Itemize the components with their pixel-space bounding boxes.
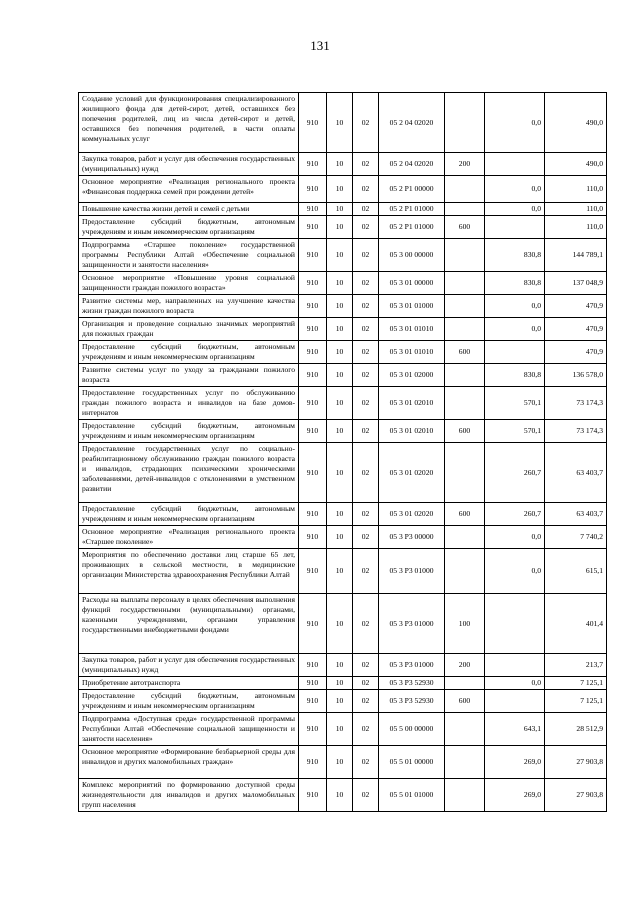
row-subsection: 02 <box>353 503 379 526</box>
row-section: 10 <box>327 176 353 203</box>
row-subsection: 02 <box>353 746 379 779</box>
row-expense-type <box>445 176 485 203</box>
row-expense-type <box>445 549 485 594</box>
row-amount-3: 110,0 <box>545 216 607 239</box>
row-amount-2: 260,7 <box>485 503 545 526</box>
row-subsection: 02 <box>353 216 379 239</box>
row-amount-2 <box>485 341 545 364</box>
table-row <box>79 526 607 549</box>
row-target-article: 05 3 01 02020 <box>379 443 445 503</box>
table-row <box>79 153 607 176</box>
row-amount-2: 0,0 <box>485 549 545 594</box>
row-amount-3: 470,9 <box>545 318 607 341</box>
row-description: Предоставление государственных услуг по социально-реабилитационному обслуживанию граждан пожилого возраста и инвалидов, страдающих психическими хроническими заболеваниями, детей-инвалидов с отклонениями в умственном развитии <box>79 443 299 503</box>
row-expense-type <box>445 318 485 341</box>
row-subsection: 02 <box>353 272 379 295</box>
row-description: Предоставление субсидий бюджетным, автономным учреждениям и иным некоммерческим организациям <box>79 341 299 364</box>
row-amount-3: 137 048,9 <box>545 272 607 295</box>
row-target-article: 05 5 01 00000 <box>379 746 445 779</box>
row-target-article: 05 3 P3 01000 <box>379 594 445 654</box>
row-section: 10 <box>327 779 353 812</box>
row-amount-3: 7 125,1 <box>545 677 607 690</box>
row-target-article: 05 3 01 01000 <box>379 295 445 318</box>
row-amount-3: 110,0 <box>545 176 607 203</box>
row-subsection: 02 <box>353 239 379 272</box>
row-expense-type: 100 <box>445 594 485 654</box>
row-description: Закупка товаров, работ и услуг для обеспечения государственных (муниципальных) нужд <box>79 153 299 176</box>
row-subsection: 02 <box>353 690 379 713</box>
row-admin-code: 910 <box>299 713 327 746</box>
row-section: 10 <box>327 93 353 153</box>
row-section: 10 <box>327 364 353 387</box>
row-description: Комплекс мероприятий по формированию доступной среды жизнедеятельности для инвалидов и других маломобильных групп населения <box>79 779 299 812</box>
row-expense-type: 600 <box>445 341 485 364</box>
table-row <box>79 779 607 812</box>
row-amount-3: 401,4 <box>545 594 607 654</box>
row-subsection: 02 <box>353 295 379 318</box>
row-subsection: 02 <box>353 176 379 203</box>
row-section: 10 <box>327 443 353 503</box>
row-expense-type <box>445 203 485 216</box>
row-subsection: 02 <box>353 654 379 677</box>
row-amount-2 <box>485 153 545 176</box>
row-description: Развитие системы услуг по уходу за гражданами пожилого возраста <box>79 364 299 387</box>
row-admin-code: 910 <box>299 93 327 153</box>
row-target-article: 05 2 P1 00000 <box>379 176 445 203</box>
table-row <box>79 318 607 341</box>
row-section: 10 <box>327 594 353 654</box>
row-description: Подпрограмма «Доступная среда» государственной программы Республики Алтай «Обеспечение социальной защищенности и занятости населения» <box>79 713 299 746</box>
row-expense-type: 600 <box>445 690 485 713</box>
row-amount-3: 490,0 <box>545 153 607 176</box>
row-admin-code: 910 <box>299 295 327 318</box>
row-section: 10 <box>327 713 353 746</box>
row-admin-code: 910 <box>299 654 327 677</box>
row-expense-type: 600 <box>445 216 485 239</box>
row-admin-code: 910 <box>299 526 327 549</box>
row-description: Предоставление субсидий бюджетным, автономным учреждениям и иным некоммерческим организациям <box>79 503 299 526</box>
row-expense-type <box>445 746 485 779</box>
row-expense-type <box>445 779 485 812</box>
row-admin-code: 910 <box>299 594 327 654</box>
row-amount-2: 570,1 <box>485 387 545 420</box>
row-amount-3: 63 403,7 <box>545 443 607 503</box>
row-expense-type <box>445 713 485 746</box>
row-description: Повышение качества жизни детей и семей с детьми <box>79 203 299 216</box>
row-description: Мероприятия по обеспечению доставки лиц старше 65 лет, проживающих в сельской местности, в медицинские организации Министерства здравоохранения Республики Алтай <box>79 549 299 594</box>
row-target-article: 05 3 P3 01000 <box>379 549 445 594</box>
row-description: Расходы на выплаты персоналу в целях обеспечения выполнения функций государственными (муниципальными) органами, казенными учреждениями, органами управления государственными внебюджетными фондами <box>79 594 299 654</box>
row-target-article: 05 3 01 01010 <box>379 318 445 341</box>
row-subsection: 02 <box>353 387 379 420</box>
row-description: Создание условий для функционирования специализированного жилищного фонда для детей-сирот, детей, оставшихся без попечения родителей, лиц из числа детей-сирот и детей, оставшихся без попечения родителей, в части оплаты коммунальных услуг <box>79 93 299 153</box>
row-amount-2: 0,0 <box>485 295 545 318</box>
row-amount-2: 830,8 <box>485 272 545 295</box>
row-section: 10 <box>327 341 353 364</box>
table-row <box>79 654 607 677</box>
row-subsection: 02 <box>353 153 379 176</box>
row-admin-code: 910 <box>299 318 327 341</box>
row-admin-code: 910 <box>299 420 327 443</box>
table-row <box>79 176 607 203</box>
row-target-article: 05 3 01 00000 <box>379 272 445 295</box>
row-subsection: 02 <box>353 93 379 153</box>
row-amount-2 <box>485 654 545 677</box>
row-subsection: 02 <box>353 594 379 654</box>
row-expense-type: 200 <box>445 153 485 176</box>
table-row <box>79 420 607 443</box>
row-target-article: 05 3 P3 52930 <box>379 677 445 690</box>
row-section: 10 <box>327 677 353 690</box>
row-amount-3: 63 403,7 <box>545 503 607 526</box>
row-expense-type <box>445 93 485 153</box>
row-amount-2: 269,0 <box>485 746 545 779</box>
row-admin-code: 910 <box>299 364 327 387</box>
row-expense-type <box>445 387 485 420</box>
table-row <box>79 746 607 779</box>
row-target-article: 05 2 P1 01000 <box>379 203 445 216</box>
row-amount-2: 269,0 <box>485 779 545 812</box>
row-amount-3: 73 174,3 <box>545 387 607 420</box>
row-section: 10 <box>327 420 353 443</box>
row-target-article: 05 3 P3 01000 <box>379 654 445 677</box>
row-amount-2 <box>485 690 545 713</box>
row-description: Предоставление государственных услуг по обслуживанию граждан пожилого возраста и инвалидов на базе домов-интернатов <box>79 387 299 420</box>
row-subsection: 02 <box>353 526 379 549</box>
row-description: Основное мероприятие «Реализация регионального проекта «Финансовая поддержка семей при рождении детей» <box>79 176 299 203</box>
row-subsection: 02 <box>353 549 379 594</box>
row-amount-2: 0,0 <box>485 677 545 690</box>
row-subsection: 02 <box>353 677 379 690</box>
table-row <box>79 549 607 594</box>
table-row <box>79 239 607 272</box>
row-expense-type: 600 <box>445 503 485 526</box>
table-row <box>79 690 607 713</box>
row-expense-type <box>445 526 485 549</box>
row-section: 10 <box>327 690 353 713</box>
table-row <box>79 594 607 654</box>
row-admin-code: 910 <box>299 203 327 216</box>
row-expense-type <box>445 295 485 318</box>
row-section: 10 <box>327 387 353 420</box>
row-description: Предоставление субсидий бюджетным, автономным учреждениям и иным некоммерческим организациям <box>79 690 299 713</box>
row-subsection: 02 <box>353 203 379 216</box>
row-amount-3: 27 903,8 <box>545 779 607 812</box>
row-description: Приобретение автотранспорта <box>79 677 299 690</box>
row-admin-code: 910 <box>299 387 327 420</box>
row-amount-3: 470,9 <box>545 295 607 318</box>
row-amount-2: 0,0 <box>485 176 545 203</box>
row-amount-2: 643,1 <box>485 713 545 746</box>
row-section: 10 <box>327 203 353 216</box>
row-subsection: 02 <box>353 443 379 503</box>
row-target-article: 05 2 04 02020 <box>379 153 445 176</box>
table-row <box>79 443 607 503</box>
row-target-article: 05 3 01 02020 <box>379 503 445 526</box>
row-subsection: 02 <box>353 341 379 364</box>
row-target-article: 05 2 04 02020 <box>379 93 445 153</box>
row-target-article: 05 3 P3 00000 <box>379 526 445 549</box>
table-row <box>79 364 607 387</box>
row-admin-code: 910 <box>299 176 327 203</box>
row-expense-type <box>445 272 485 295</box>
row-amount-2: 0,0 <box>485 93 545 153</box>
row-admin-code: 910 <box>299 443 327 503</box>
row-target-article: 05 3 01 02010 <box>379 387 445 420</box>
row-target-article: 05 2 P1 01000 <box>379 216 445 239</box>
row-section: 10 <box>327 503 353 526</box>
table-row <box>79 93 607 153</box>
row-description: Предоставление субсидий бюджетным, автономным учреждениям и иным некоммерческим организациям <box>79 216 299 239</box>
row-amount-3: 615,1 <box>545 549 607 594</box>
row-amount-2 <box>485 594 545 654</box>
row-admin-code: 910 <box>299 746 327 779</box>
table-row <box>79 341 607 364</box>
row-section: 10 <box>327 239 353 272</box>
row-admin-code: 910 <box>299 239 327 272</box>
row-target-article: 05 5 01 01000 <box>379 779 445 812</box>
row-subsection: 02 <box>353 318 379 341</box>
row-amount-2: 0,0 <box>485 526 545 549</box>
row-target-article: 05 3 P3 52930 <box>379 690 445 713</box>
row-section: 10 <box>327 654 353 677</box>
row-description: Организация и проведение социально значимых мероприятий для пожилых граждан <box>79 318 299 341</box>
page-number: 131 <box>310 38 330 53</box>
row-description: Основное мероприятие «Формирование безбарьерной среды для инвалидов и других маломобильных граждан» <box>79 746 299 779</box>
row-description: Подпрограмма «Старшее поколение» государственной программы Республики Алтай «Обеспечение социальной защищенности и занятости населения» <box>79 239 299 272</box>
row-target-article: 05 3 00 00000 <box>379 239 445 272</box>
row-section: 10 <box>327 526 353 549</box>
row-amount-2: 830,8 <box>485 364 545 387</box>
table-row <box>79 295 607 318</box>
row-amount-2: 0,0 <box>485 318 545 341</box>
row-section: 10 <box>327 318 353 341</box>
row-admin-code: 910 <box>299 690 327 713</box>
row-subsection: 02 <box>353 779 379 812</box>
row-admin-code: 910 <box>299 779 327 812</box>
row-admin-code: 910 <box>299 272 327 295</box>
table-row <box>79 677 607 690</box>
row-subsection: 02 <box>353 713 379 746</box>
row-amount-3: 73 174,3 <box>545 420 607 443</box>
row-target-article: 05 3 01 02000 <box>379 364 445 387</box>
row-admin-code: 910 <box>299 549 327 594</box>
row-amount-2: 0,0 <box>485 203 545 216</box>
row-section: 10 <box>327 272 353 295</box>
row-amount-3: 7 125,1 <box>545 690 607 713</box>
row-description: Предоставление субсидий бюджетным, автономным учреждениям и иным некоммерческим организациям <box>79 420 299 443</box>
row-admin-code: 910 <box>299 216 327 239</box>
row-amount-3: 136 578,0 <box>545 364 607 387</box>
row-amount-2: 260,7 <box>485 443 545 503</box>
row-amount-2 <box>485 216 545 239</box>
table-row <box>79 503 607 526</box>
row-expense-type <box>445 239 485 272</box>
row-amount-3: 7 740,2 <box>545 526 607 549</box>
row-subsection: 02 <box>353 364 379 387</box>
row-section: 10 <box>327 746 353 779</box>
row-expense-type: 200 <box>445 654 485 677</box>
row-admin-code: 910 <box>299 153 327 176</box>
row-amount-3: 28 512,9 <box>545 713 607 746</box>
row-section: 10 <box>327 153 353 176</box>
row-expense-type <box>445 677 485 690</box>
row-amount-3: 144 789,1 <box>545 239 607 272</box>
row-expense-type <box>445 443 485 503</box>
row-amount-2: 830,8 <box>485 239 545 272</box>
row-description: Основное мероприятие «Реализация регионального проекта «Старшее поколение» <box>79 526 299 549</box>
row-target-article: 05 3 01 01010 <box>379 341 445 364</box>
table-row <box>79 387 607 420</box>
row-amount-3: 27 903,8 <box>545 746 607 779</box>
row-section: 10 <box>327 549 353 594</box>
table-row <box>79 216 607 239</box>
row-admin-code: 910 <box>299 677 327 690</box>
row-amount-3: 213,7 <box>545 654 607 677</box>
row-amount-3: 110,0 <box>545 203 607 216</box>
row-expense-type: 600 <box>445 420 485 443</box>
row-target-article: 05 3 01 02010 <box>379 420 445 443</box>
row-admin-code: 910 <box>299 503 327 526</box>
budget-table <box>78 92 607 812</box>
row-description: Закупка товаров, работ и услуг для обеспечения государственных (муниципальных) нужд <box>79 654 299 677</box>
table-row <box>79 713 607 746</box>
row-amount-3: 490,0 <box>545 93 607 153</box>
row-amount-2: 570,1 <box>485 420 545 443</box>
table-row <box>79 203 607 216</box>
row-section: 10 <box>327 216 353 239</box>
row-target-article: 05 5 00 00000 <box>379 713 445 746</box>
table-row <box>79 272 607 295</box>
row-subsection: 02 <box>353 420 379 443</box>
row-description: Развитие системы мер, направленных на улучшение качества жизни граждан пожилого возраста <box>79 295 299 318</box>
row-section: 10 <box>327 295 353 318</box>
row-description: Основное мероприятие «Повышение уровня социальной защищенности граждан пожилого возраста» <box>79 272 299 295</box>
row-admin-code: 910 <box>299 341 327 364</box>
row-amount-3: 470,9 <box>545 341 607 364</box>
row-expense-type <box>445 364 485 387</box>
